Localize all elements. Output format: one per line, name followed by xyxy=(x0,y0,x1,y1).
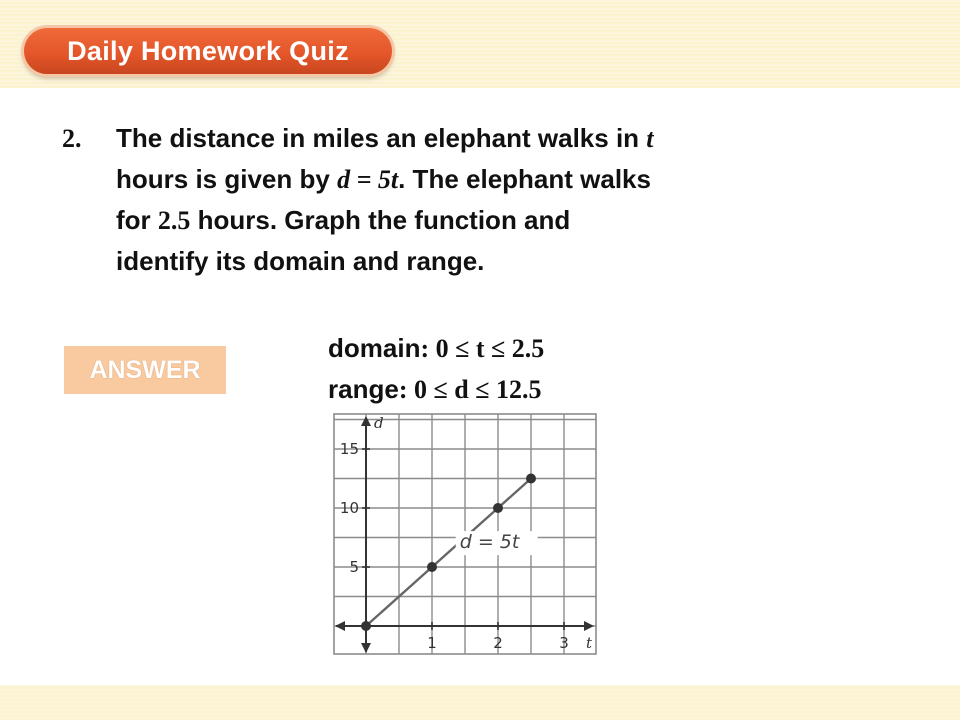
y-tick-label: 15 xyxy=(339,440,359,458)
question-number: 2. xyxy=(62,124,82,153)
y-axis-label: d xyxy=(374,414,384,432)
question-line-3-tail: hours. Graph the function and xyxy=(190,205,571,235)
equation: d = 5t xyxy=(337,165,399,194)
function-graph xyxy=(330,411,600,657)
quiz-title-banner xyxy=(24,28,392,74)
question-line-3 xyxy=(62,200,822,241)
answer-text xyxy=(328,328,728,410)
x-tick-label: 1 xyxy=(427,634,437,652)
domain-line xyxy=(328,328,728,369)
answer-label: ANSWER xyxy=(64,346,226,394)
hours-value: 2.5 xyxy=(157,206,191,235)
question-line-4 xyxy=(62,241,822,281)
footer-band xyxy=(0,685,960,720)
range-line xyxy=(328,369,728,410)
range-value: : 0 ≤ d ≤ 12.5 xyxy=(398,375,542,404)
y-tick-label: 5 xyxy=(349,558,359,576)
question-line-4-text: identify its domain and range. xyxy=(116,246,485,276)
domain-value: : 0 ≤ t ≤ 2.5 xyxy=(420,334,545,363)
data-point xyxy=(427,562,437,572)
question-line-2 xyxy=(62,159,822,200)
range-label: range xyxy=(328,374,399,404)
data-point xyxy=(493,503,503,513)
data-point xyxy=(361,621,371,631)
question-line-1 xyxy=(62,118,822,159)
question-text xyxy=(62,118,822,281)
question-line-3-text: for xyxy=(116,205,158,235)
question-line-2-tail: . The elephant walks xyxy=(398,164,651,194)
x-tick-label: 3 xyxy=(559,634,569,652)
question-line-1-text: The distance in miles an elephant walks in xyxy=(116,123,647,153)
x-axis-label: t xyxy=(586,634,593,652)
data-point xyxy=(526,474,536,484)
question-line-2-text: hours is given by xyxy=(116,164,338,194)
domain-label: domain xyxy=(328,333,421,363)
quiz-title: Daily Homework Quiz xyxy=(67,36,349,66)
equation-annotation: d = 5t xyxy=(459,531,520,554)
y-tick-label: 10 xyxy=(339,499,359,517)
x-tick-label: 2 xyxy=(493,634,503,652)
variable-t: t xyxy=(646,124,654,153)
